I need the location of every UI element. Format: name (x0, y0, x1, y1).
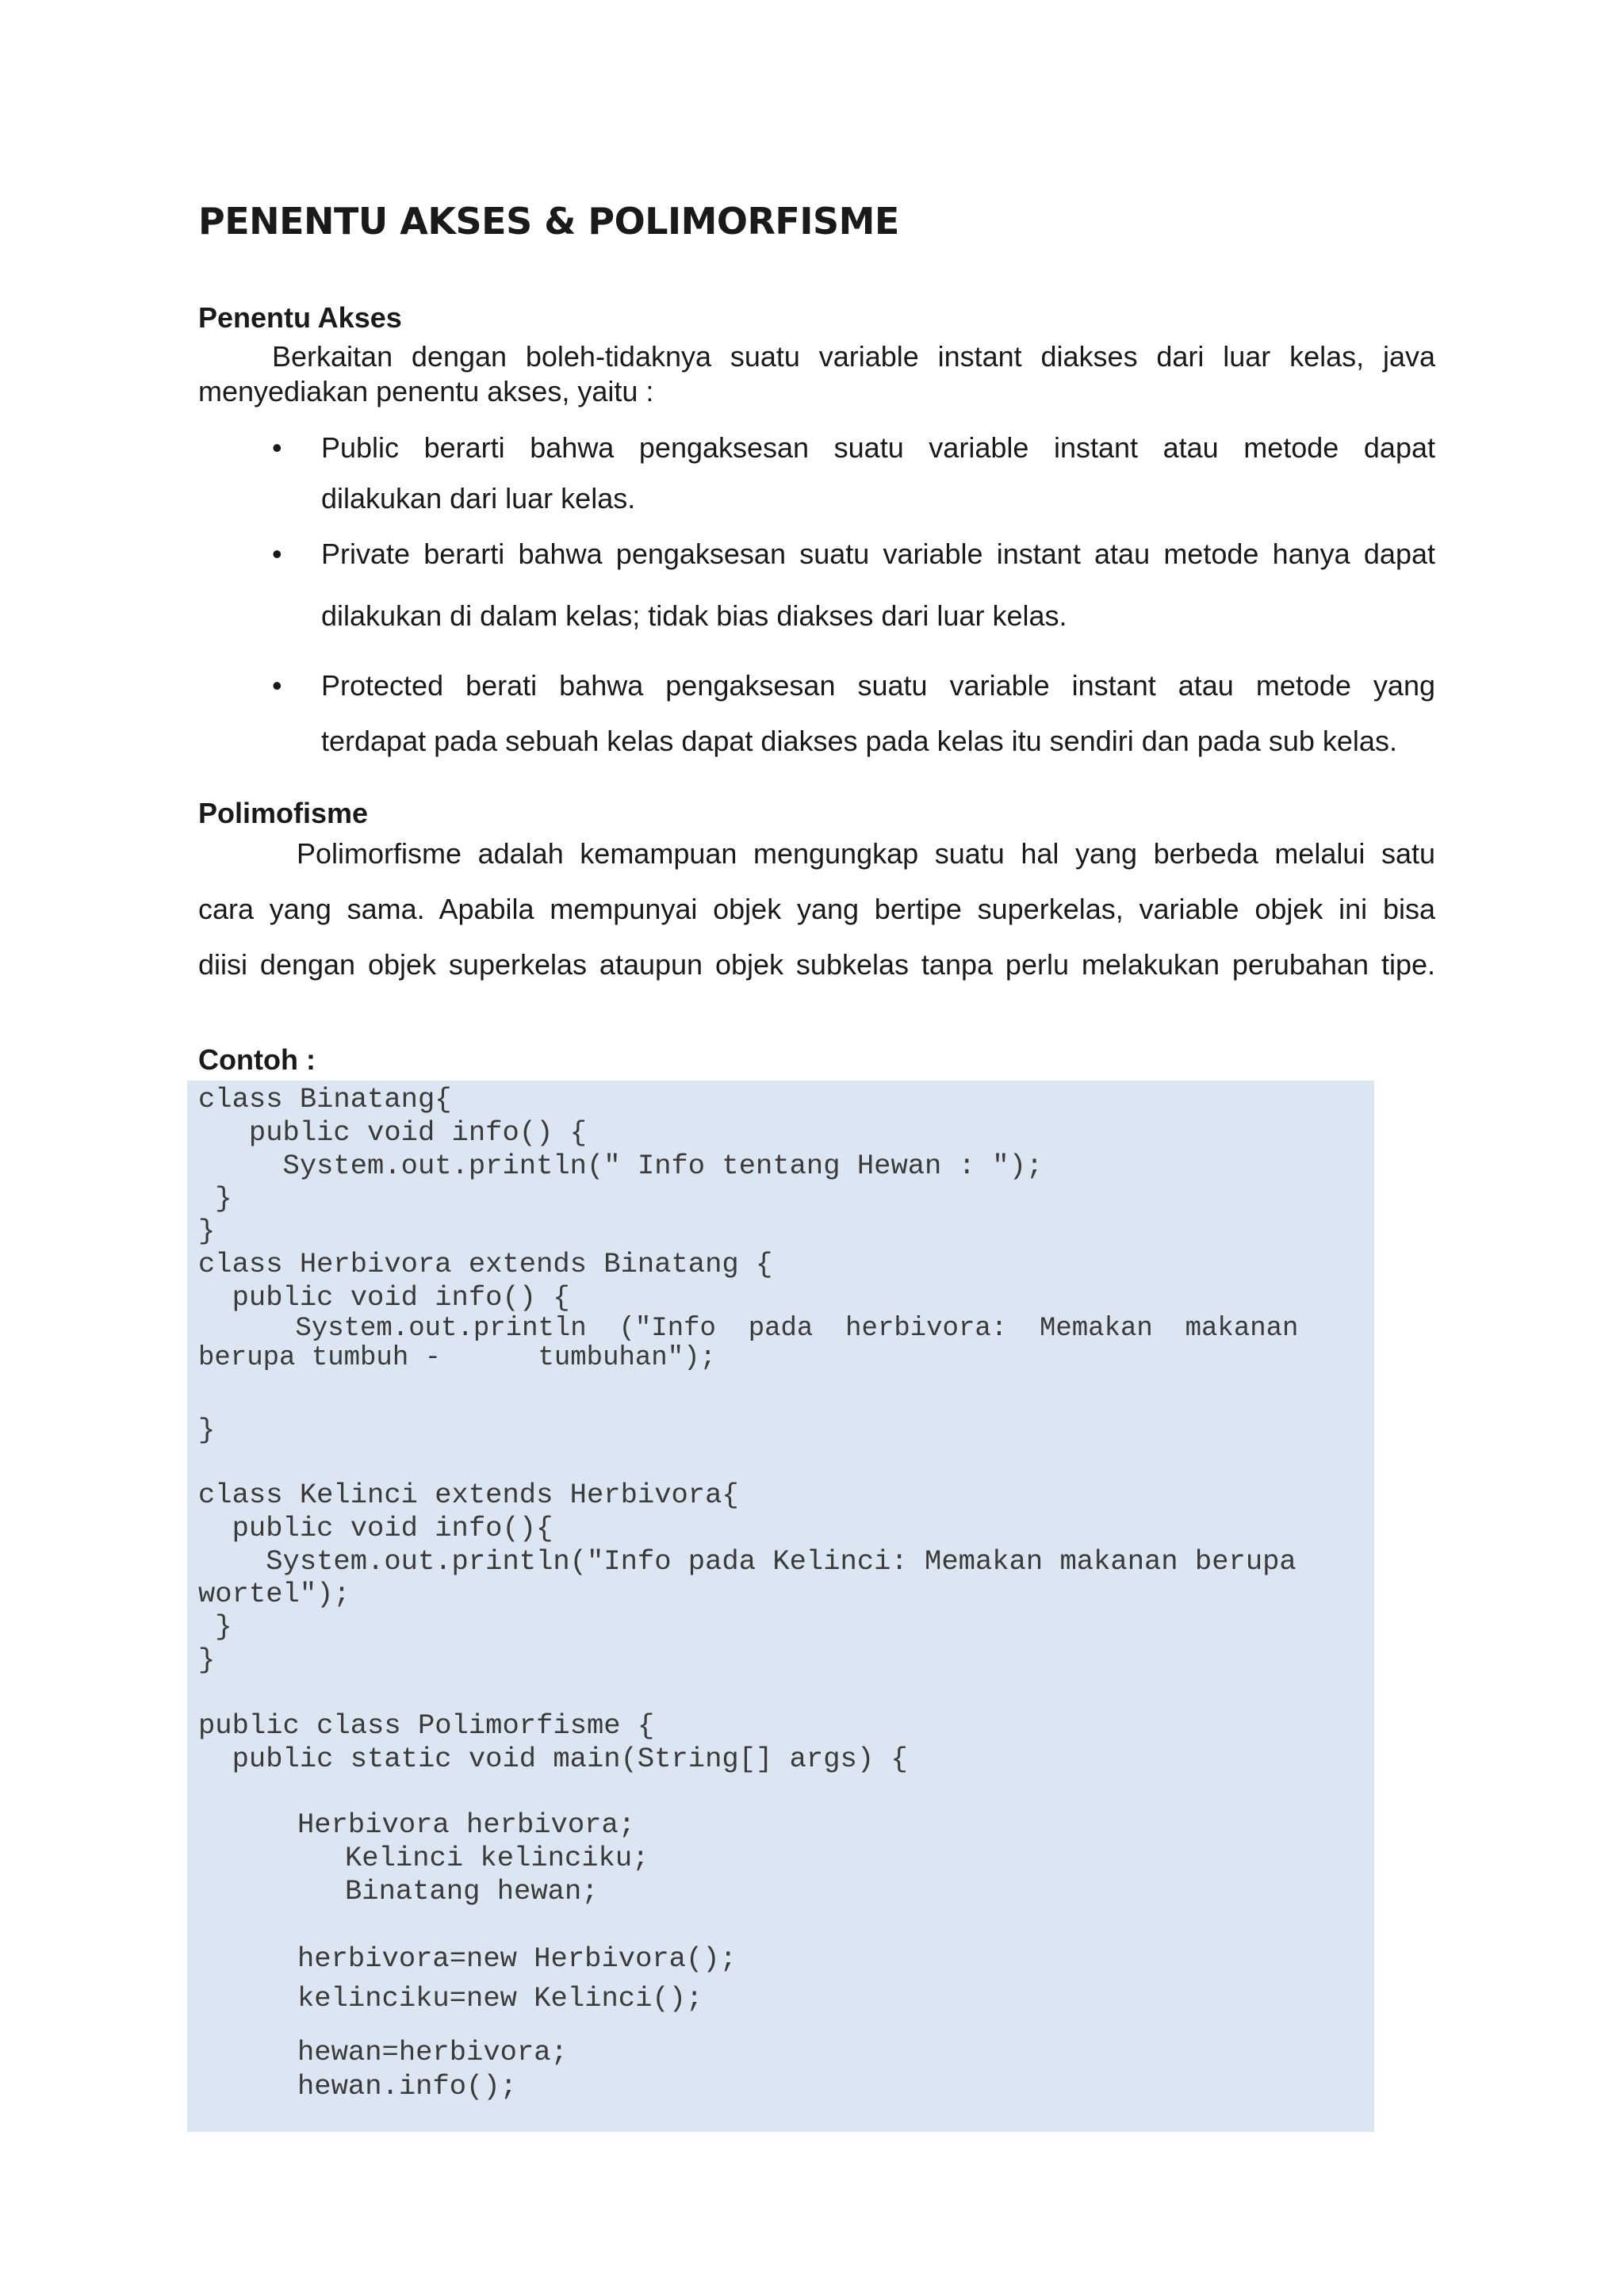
code-line: public void info() { (198, 1116, 587, 1149)
bullet-icon: • (272, 538, 282, 570)
code-line: kelinciku=new Kelinci(); (297, 1982, 703, 2015)
access-intro-line-2: menyediakan penentu akses, yaitu : (198, 375, 654, 408)
code-line: class Herbivora extends Binatang { (198, 1248, 773, 1280)
list-item-line-2: terdapat pada sebuah kelas dapat diakses pada kelas itu sendiri dan pada sub kelas. (321, 725, 1397, 757)
code-line: } (198, 1182, 232, 1215)
code-line: public void info(){ (198, 1512, 553, 1544)
code-line: } (198, 1610, 232, 1643)
access-intro-paragraph (198, 339, 1435, 409)
example-heading: Contoh : (198, 1043, 316, 1076)
code-line: System.out.println ("Info pada herbivora: Memakan makanan (198, 1314, 1299, 1344)
section-heading-polymorphism: Polimofisme (198, 797, 369, 829)
code-line: Kelinci kelinciku; (345, 1842, 649, 1874)
polymorphism-line-1: Polimorfisme adalah kemampuan mengungkap suatu hal yang berbeda melalui satu (297, 837, 1435, 870)
code-line: } (198, 1215, 216, 1247)
code-line: herbivora=new Herbivora(); (297, 1942, 737, 1975)
list-item-line-1: Private berarti bahwa pengaksesan suatu variable instant atau metode hanya dapat (321, 538, 1435, 570)
code-line: hewan.info(); (297, 2070, 517, 2103)
code-line: Binatang hewan; (345, 1875, 599, 1908)
code-line: class Binatang{ (198, 1083, 452, 1115)
list-item-line-2: dilakukan di dalam kelas; tidak bias diakses dari luar kelas. (321, 599, 1067, 632)
section-heading-access: Penentu Akses (198, 301, 402, 334)
code-line: public class Polimorfisme { (198, 1709, 655, 1742)
code-line: berupa tumbuh - tumbuhan"); (198, 1343, 716, 1373)
code-line: wortel"); (198, 1578, 350, 1610)
bullet-icon: • (272, 431, 282, 464)
code-line: public static void main(String[] args) { (198, 1743, 908, 1775)
polymorphism-line-2: cara yang sama. Apabila mempunyai objek yang bertipe superkelas, variable objek ini bisa (198, 893, 1435, 925)
document-title: PENENTU AKSES & POLIMORFISME (198, 200, 899, 243)
bullet-icon: • (272, 669, 282, 702)
code-line: Herbivora herbivora; (297, 1808, 636, 1841)
code-line: System.out.println("Info pada Kelinci: Memakan makanan berupa (198, 1545, 1297, 1578)
list-item-line-1: Protected berati bahwa pengaksesan suatu variable instant atau metode yang (321, 669, 1435, 702)
code-line: hewan=herbivora; (297, 2036, 568, 2068)
polymorphism-line-3: diisi dengan objek superkelas ataupun objek subkelas tanpa perlu melakukan perubahan tipe. (198, 948, 1435, 981)
list-item-line-1: Public berarti bahwa pengaksesan suatu variable instant atau metode dapat (321, 431, 1435, 464)
code-line: } (198, 1414, 216, 1446)
code-line: System.out.println(" Info tentang Hewan : "); (198, 1150, 1044, 1182)
list-item-line-2: dilakukan dari luar kelas. (321, 482, 636, 515)
access-intro-line-1: Berkaitan dengan boleh-tidaknya suatu variable instant diakses dari luar kelas, java (272, 340, 1435, 373)
code-line: public void info() { (198, 1281, 570, 1314)
code-line: } (198, 1644, 216, 1676)
code-line: class Kelinci extends Herbivora{ (198, 1479, 739, 1511)
